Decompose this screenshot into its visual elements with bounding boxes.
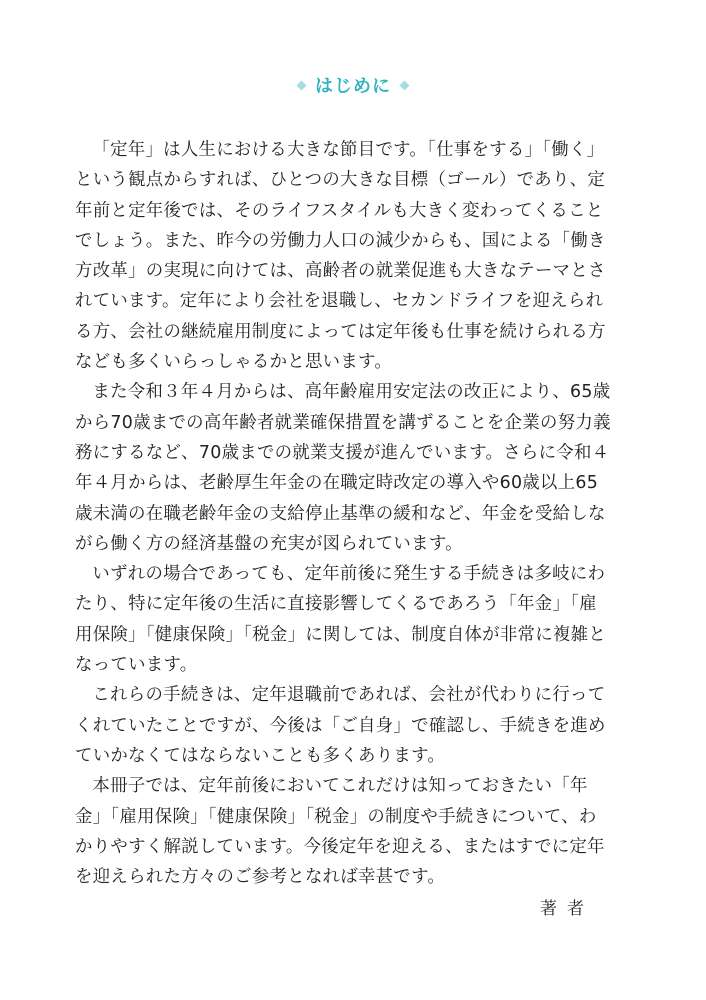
paragraph-3: いずれの場合であっても、定年前後に発生する手続きは多岐にわたり、特に定年後の生活に直接影響してくるであろう「年金」「雇用保険」「健康保険」「税金」に関しては、制度自体が非常に複雑となっています。	[75, 564, 607, 676]
diamond-ornament-left	[297, 80, 307, 90]
paragraph-1: 「定年」は人生における大きな節目です。「仕事をする」「働く」という観点からすれば、ひとつの大きな目標（ゴール）であり、定年前と定年後では、そのライフスタイルも大きく変わってくることでしょう。また、昨今の労働力人口の減少からも、国による「働き方改革」の実現に向けては、高齢者の就業促進も大きなテーマとされています。定年により会社を退職し、セカンドライフを迎えられる方、会社の継続雇用制度によっては定年後も仕事を続けられる方なども多くいらっしゃるかと思います。	[75, 140, 606, 373]
page-title: はじめに	[315, 76, 391, 97]
author-signature: 著者	[540, 899, 594, 919]
paragraph-2: また令和３年４月からは、高年齢雇用安定法の改正により、65歳から70歳までの高年齢者就業確保措置を講ずることを企業の努力義務にするなど、70歳までの就業支援が進んでいます。さらに令和４年４月からは、老齢厚生年金の在職定時改定の導入や60歳以上65歳未満の在職老齢年金の支給停止基準の緩和など、年金を受給しながら働く方の経済基盤の充実が図られています。	[75, 382, 611, 554]
body-text	[75, 135, 613, 892]
paragraph-5: 本冊子では、定年前後においてこれだけは知っておきたい「年金」「雇用保険」「健康保険」「税金」の制度や手続きについて、わかりやすく解説しています。今後定年を迎える、またはすでに定年を迎えられた方々のご参考となれば幸甚です。	[75, 776, 605, 888]
diamond-ornament-right	[400, 80, 410, 90]
heading-block	[0, 74, 706, 100]
paragraph-4: これらの手続きは、定年退職前であれば、会社が代わりに行ってくれていたことですが、今後は「ご自身」で確認し、手続きを進めていかなくてはならないことも多くあります。	[75, 685, 606, 766]
